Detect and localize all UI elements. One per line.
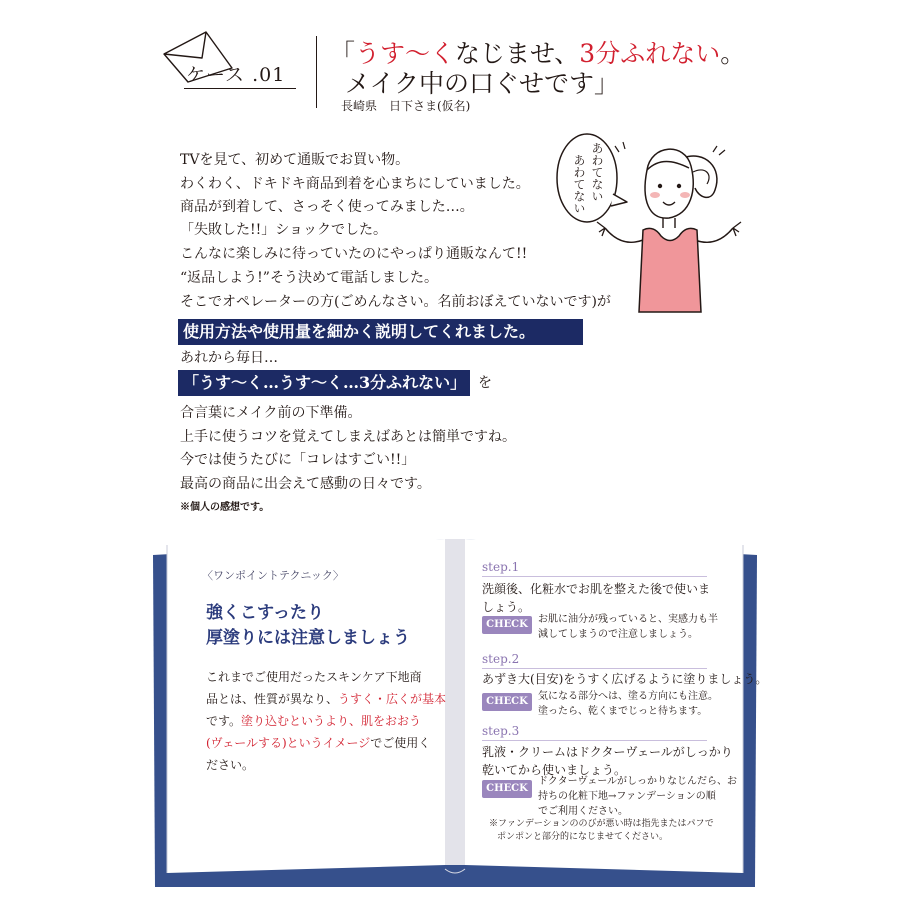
page-title-line1: 「うす〜くなじませ、3分ふれない。 xyxy=(330,39,746,68)
check-note: 塗ったら、乾くまでじっと待ちます。 xyxy=(538,706,708,717)
check-badge: CHECK xyxy=(482,780,532,798)
story-line: 合言葉にメイク前の下準備。 xyxy=(180,405,362,421)
technique-heading: 〈ワンポイントテクニック〉 xyxy=(202,569,344,582)
step-title: step.3 xyxy=(482,724,520,738)
story-line: 商品が到着して、さっそく使ってみました…。 xyxy=(180,199,474,215)
story-line: TVを見て、初めて通販でお買い物。 xyxy=(180,152,410,168)
story-line: わくわく、ドキドキ商品到着を心まちにしていました。 xyxy=(180,176,530,192)
page-title-line2: メイク中の口ぐせです」 xyxy=(345,69,620,98)
story-line: 上手に使うコツを覚えてしまえばあとは簡単ですね。 xyxy=(180,429,516,445)
check-note: でご利用ください。 xyxy=(538,806,628,817)
author-credit: 長崎県 日下さま(仮名) xyxy=(341,99,471,113)
step-text: 乳液・クリームはドクターヴェールがしっかり xyxy=(482,745,733,759)
story-line: そこでオペレーターの方(ごめんなさい。名前おぼえていないです)が xyxy=(180,294,611,310)
check-badge: CHECK xyxy=(482,616,532,634)
check-note: ドクターヴェールがしっかりなじんだら、お xyxy=(538,776,737,787)
story-line: 最高の商品に出会えて感動の日々です。 xyxy=(180,476,431,492)
step-text: 乾いてから使いましょう。 xyxy=(482,763,627,777)
story-line: “返品しよう!”そう決めて電話しました。 xyxy=(180,270,438,286)
story-line: 「失敗した!!」ショックでした。 xyxy=(180,222,387,238)
highlight-explanation: 使用方法や使用量を細かく説明してくれました。 xyxy=(178,319,583,345)
story-line: 今では使うたびに「コレはすごい!!」 xyxy=(180,452,416,468)
step-text: 洗顔後、化粧水でお肌を整えた後で使いま xyxy=(482,582,711,596)
step-title: step.2 xyxy=(482,652,520,666)
step-divider xyxy=(482,668,707,669)
technique-body-line: (ヴェールする)というイメージでご使用く xyxy=(206,736,431,750)
check-note: お肌に油分が残っていると、実感力も半 xyxy=(538,614,718,625)
footnote: ※ファンデーションののびが悪い時は指先またはパフで xyxy=(489,819,714,829)
technique-tip: 厚塗りには注意しましょう xyxy=(206,628,410,648)
technique-body-line: 品とは、性質が異なり、うすく・広くが基本 xyxy=(206,692,447,706)
bubble-text-left: あわてない xyxy=(572,154,586,214)
step-text: あずき大(目安)をうすく広げるように塗りましょう。 xyxy=(482,672,768,686)
technique-body-line: です。塗り込むというより、肌をおおう xyxy=(206,714,422,728)
step-title: step.1 xyxy=(482,560,520,574)
highlight-catchphrase: 「うす〜く…うす〜く…3分ふれない」 xyxy=(178,370,470,396)
check-note: 気になる部分へは、塗る方向にも注意。 xyxy=(538,691,718,702)
disclaimer: ※個人の感想です。 xyxy=(180,502,270,513)
technique-body-line: これまでご使用だったスキンケア下地商 xyxy=(206,670,422,684)
title-divider xyxy=(316,36,317,108)
footnote: ポンポンと部分的になじませてください。 xyxy=(497,832,669,842)
check-note: 持ちの化粧下地→ファンデーションの順 xyxy=(538,791,716,802)
step-text: しょう。 xyxy=(482,600,531,614)
technique-body-line: ださい。 xyxy=(206,758,255,772)
case-label: ケース .01 xyxy=(186,64,286,86)
step-divider xyxy=(482,576,707,577)
bubble-text-right: あわてない xyxy=(590,142,604,202)
check-note: 減してしまうので注意しましょう。 xyxy=(538,629,698,640)
case-underline xyxy=(184,88,296,89)
technique-tip: 強くこすったり xyxy=(206,603,324,623)
story-line: こんなに楽しみに待っていたのにやっぱり通販なんて!! xyxy=(180,246,528,262)
story-line: あれから毎日… xyxy=(180,350,278,366)
step-divider xyxy=(482,740,707,741)
story-line: を xyxy=(478,375,492,391)
check-badge: CHECK xyxy=(482,693,532,711)
girl-illustration xyxy=(555,128,750,313)
